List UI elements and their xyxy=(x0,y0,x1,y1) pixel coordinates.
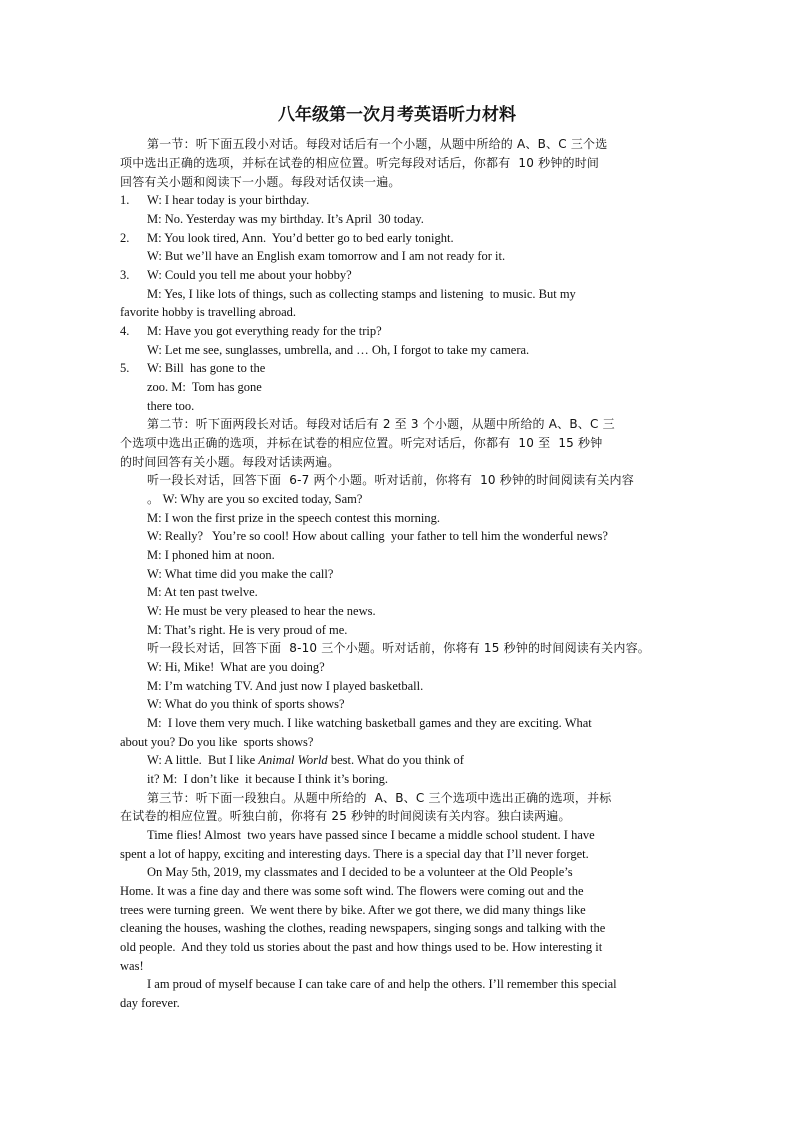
dialog-line: M: At ten past twelve. xyxy=(147,585,258,599)
dialog-text: best. What do you think of xyxy=(327,753,464,767)
dialog-line: M: No. Yesterday was my birthday. It’s April 30 today. xyxy=(147,212,424,226)
dialog-line: W: He must be very pleased to hear the news. xyxy=(147,604,376,618)
dialog-line: M: Yes, I like lots of things, such as collecting stamps and listening to music. But my xyxy=(147,287,576,301)
monologue-line: spent a lot of happy, exciting and interesting days. There is a special day that I’ll never forget. xyxy=(120,847,589,861)
section2-intro-line: 的时间回答有关小题。每段对话读两遍。 xyxy=(120,455,340,469)
dialog-line xyxy=(147,752,464,768)
item-number: 3. xyxy=(120,268,130,282)
dialog-line: M: You look tired, Ann. You’d better go to bed early tonight. xyxy=(147,231,454,245)
item-number: 5. xyxy=(120,361,130,375)
dialog-line: about you? Do you like sports shows? xyxy=(120,735,314,749)
dialog2-intro-line: 听一段长对话，回答下面 8-10 三个小题。听对话前，你将有 15 秒钟的时间阅读有关内容。 xyxy=(147,641,650,655)
item-number: 4. xyxy=(120,324,130,338)
dialog-line: W: Really? You’re so cool! How about calling your father to tell him the wonderful news? xyxy=(147,529,608,543)
section2-intro-line: 个选项中选出正确的选项，并标在试卷的相应位置。听完对话后，你都有 10 至 15 秒钟 xyxy=(120,436,603,450)
section3-intro-line: 在试卷的相应位置。听独白前，你将有 25 秒钟的时间阅读有关内容。独白读两遍。 xyxy=(120,809,571,823)
monologue-line: Home. It was a fine day and there was some soft wind. The flowers were coming out and the xyxy=(120,884,584,898)
dialog-line: M: I won the first prize in the speech contest this morning. xyxy=(147,511,440,525)
dialog-line: M: I love them very much. I like watching basketball games and they are exciting. What xyxy=(147,716,592,730)
dialog-line: M: That’s right. He is very proud of me. xyxy=(147,623,348,637)
dialog-line: W: Bill has gone to the xyxy=(147,361,266,375)
dialog-line: favorite hobby is travelling abroad. xyxy=(120,305,296,319)
monologue-line: cleaning the houses, washing the clothes, reading newspapers, singing songs and talking with the xyxy=(120,921,606,935)
dialog1-intro-line: 。 W: Why are you so excited today, Sam? xyxy=(147,492,363,506)
dialog-line: W: But we’ll have an English exam tomorrow and I am not ready for it. xyxy=(147,249,506,263)
dialog-line: M: Have you got everything ready for the trip? xyxy=(147,324,382,338)
dialog-line: zoo. M: Tom has gone xyxy=(147,380,262,394)
dialog-line: there too. xyxy=(147,399,195,413)
program-title: Animal World xyxy=(258,753,328,767)
monologue-line: Time flies! Almost two years have passed since I became a middle school student. I have xyxy=(147,828,595,842)
section2-intro-line: 第二节：听下面两段长对话。每段对话后有 2 至 3 个小题，从题中所给的 A、B、C 三 xyxy=(147,417,615,431)
section1-intro-line: 第一节：听下面五段小对话。每段对话后有一个小题，从题中所给的 A、B、C 三个选 xyxy=(147,137,608,151)
monologue-line: old people. And they told us stories about the past and how things used to be. How interesting it xyxy=(120,940,603,954)
dialog-line: W: What do you think of sports shows? xyxy=(147,697,345,711)
dialog-line: W: Hi, Mike! What are you doing? xyxy=(147,660,325,674)
section1-intro-line: 项中选出正确的选项，并标在试卷的相应位置。听完每段对话后，你都有 10 秒钟的时间 xyxy=(120,156,600,170)
item-number: 1. xyxy=(120,193,130,207)
dialog-line: it? M: I don’t like it because I think it’s boring. xyxy=(147,772,389,786)
item-number: 2. xyxy=(120,231,130,245)
dialog1-intro-line: 听一段长对话，回答下面 6-7 两个小题。听对话前，你将有 10 秒钟的时间阅读有关内容 xyxy=(147,473,634,487)
dialog-text: W: A little. But I like xyxy=(147,753,259,767)
dialog-line: W: Could you tell me about your hobby? xyxy=(147,268,352,282)
dialog-line: M: I phoned him at noon. xyxy=(147,548,275,562)
monologue-line: day forever. xyxy=(120,996,180,1010)
page-title: 八年级第一次月考英语听力材料 xyxy=(278,105,516,125)
monologue-line: was! xyxy=(120,959,144,973)
dialog-line: W: Let me see, sunglasses, umbrella, and … Oh, I forgot to take my camera. xyxy=(147,343,530,357)
section1-intro-line: 回答有关小题和阅读下一小题。每段对话仅读一遍。 xyxy=(120,175,401,189)
monologue-line: On May 5th, 2019, my classmates and I decided to be a volunteer at the Old People’s xyxy=(147,865,573,879)
section3-intro-line: 第三节：听下面一段独白。从题中所给的 A、B、C 三个选项中选出正确的选项，并标 xyxy=(147,791,612,805)
monologue-line: trees were turning green. We went there by bike. After we got there, we did many things like xyxy=(120,903,586,917)
dialog-line: W: What time did you make the call? xyxy=(147,567,334,581)
dialog-line: W: I hear today is your birthday. xyxy=(147,193,310,207)
dialog-line: M: I’m watching TV. And just now I played basketball. xyxy=(147,679,424,693)
monologue-line: I am proud of myself because I can take care of and help the others. I’ll remember this special xyxy=(147,977,617,991)
